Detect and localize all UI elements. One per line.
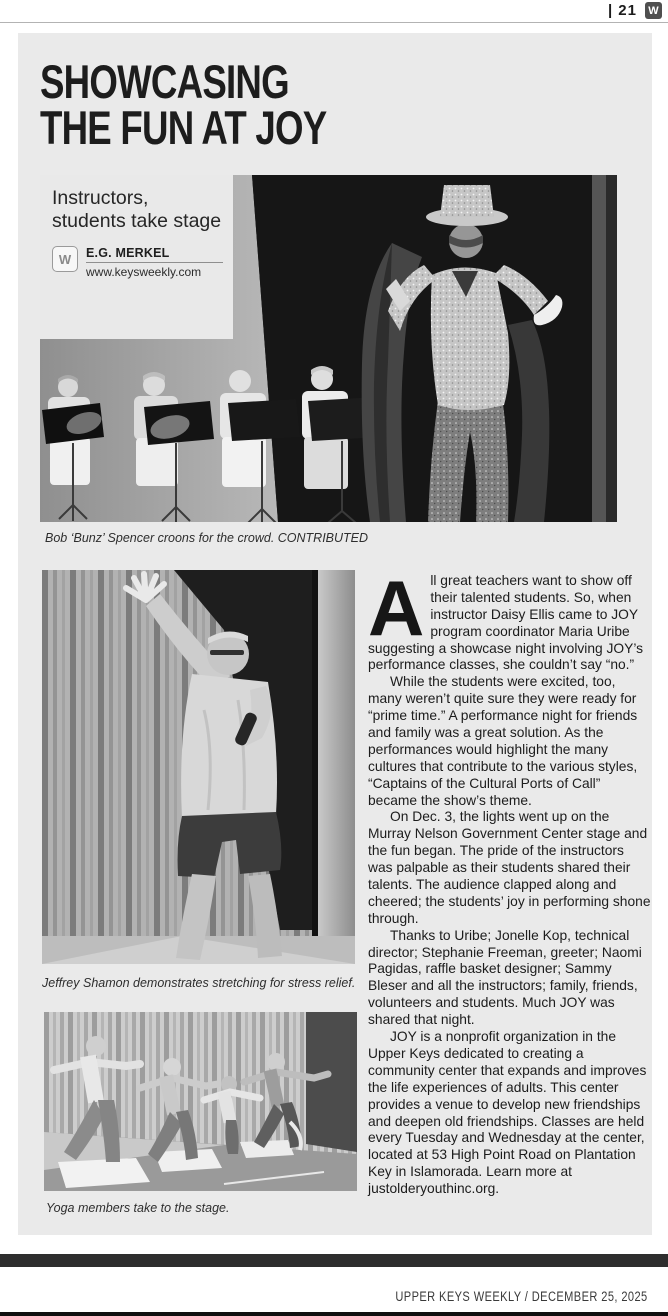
photo2-caption: Jeffrey Shamon demonstrates stretching for stress relief.: [42, 976, 356, 990]
byline-author: E.G. MERKEL: [86, 246, 223, 263]
article-body: [368, 564, 652, 1198]
photo-yoga-members: [44, 1012, 357, 1191]
header-rule: [0, 22, 668, 23]
standfirst-box: [40, 175, 233, 339]
stretching-man-illustration: [42, 570, 355, 964]
photo1-caption: Bob ‘Bunz’ Spencer croons for the crowd. CONTRIBUTED: [45, 531, 369, 545]
keys-weekly-badge-icon: W: [52, 246, 78, 272]
bottom-rule: [0, 1312, 668, 1316]
headline: [40, 55, 327, 154]
headline-line2: THE FUN AT JOY: [40, 100, 327, 154]
page-number: | 21: [607, 2, 637, 19]
photo-jeffrey-shamon: [42, 570, 355, 964]
page-header: [608, 2, 662, 19]
footer-bar: [0, 1254, 668, 1267]
byline-website[interactable]: www.keysweekly.com: [86, 265, 202, 279]
headline-line1: SHOWCASING: [40, 55, 289, 108]
article-paragraph-5: JOY is a nonprofit organization in the Upper Keys dedicated to creating a community center that expands and improves the life experiences of adults. This center provides a venue to develop new friendships and deepen old friendships. Classes are held every Tuesday and Wednesday at the center, located at 53 High Point Road on Plantation Key in Islamorada. Learn more at justolderyouthinc.org.: [368, 1029, 647, 1197]
byline: [52, 246, 223, 279]
standfirst-title: Instructors, students take stage: [52, 187, 222, 232]
article-paragraph-3: On Dec. 3, the lights went up on the Murray Nelson Government Center stage and the fun began. The pride of the instructors was palpable as their students shared their talents. The audience clapped along and cheered; the students’ joy in performing shone through.: [368, 809, 651, 926]
keys-weekly-logo-icon: W: [645, 2, 662, 19]
yoga-group-illustration: [44, 1012, 357, 1191]
dropcap: A: [368, 564, 425, 652]
footer-masthead: UPPER KEYS WEEKLY / DECEMBER 25, 2025: [395, 1289, 648, 1304]
article-paragraph-4: Thanks to Uribe; Jonelle Kop, technical director; Stephanie Freeman, greeter; Naomi Pagidas, raffle basket designer; Sammy Bleser and all the instructors; family, friends, volunteers and students. Much JOY was shared that night.: [368, 927, 642, 1028]
article-paragraph-1: All great teachers want to show off their talented students. So, when instructor Daisy Ellis came to JOY program coordinator Maria Uribe suggesting a showcase night involving JOY’s performance classes, she couldn’t say “no.”: [368, 564, 644, 673]
article-card: [18, 33, 652, 1235]
photo3-caption: Yoga members take to the stage.: [46, 1201, 230, 1215]
article-paragraph-2: While the students were excited, too, many weren’t quite sure they were ready for “prime time.” A performance night for friends and family was a great solution. As the performances would highlight the many cultures that contribute to the various styles, “Captains of the Cultural Ports of Call” became the show’s theme.: [368, 674, 638, 808]
